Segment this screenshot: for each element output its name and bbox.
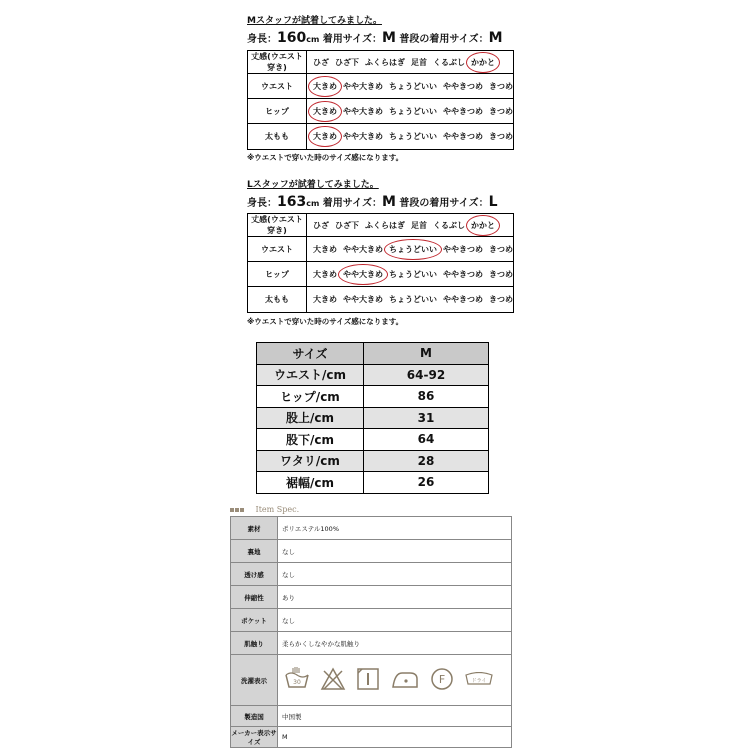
fit-row-options <box>307 237 514 262</box>
fit-option: ひざ <box>313 57 329 67</box>
spec-value: なし <box>278 563 512 586</box>
size-key: 股上/cm <box>257 407 364 429</box>
fit-option: くるぶし <box>433 220 465 230</box>
fit-row-label: ウエスト <box>248 237 307 262</box>
spec-value <box>278 655 512 706</box>
size-key: ヒップ/cm <box>257 386 364 408</box>
fit-row-label: 丈感(ウエスト穿き) <box>248 51 307 74</box>
fit-row <box>248 262 514 287</box>
spec-row <box>231 609 512 632</box>
size-key: サイズ <box>257 343 364 365</box>
fit-option: ちょうどいい <box>389 295 437 304</box>
fit-option: ふくらはぎ <box>365 57 405 67</box>
spec-key: 肌触り <box>231 632 278 655</box>
fit-option: きつめ <box>489 81 513 91</box>
size-header-row <box>257 343 489 365</box>
fit-l-title: Lスタッフが試着してみました。 <box>247 180 379 190</box>
size-row <box>257 386 489 408</box>
fit-option: ややきつめ <box>443 295 483 304</box>
fit-row-label: 太もも <box>248 287 307 313</box>
fit-row-options <box>307 74 514 99</box>
spec-key: 透け感 <box>231 563 278 586</box>
spec-key: メーカー表示サイズ <box>231 727 278 748</box>
fit-option: やや大きめ <box>343 244 383 254</box>
size-key: ワタリ/cm <box>257 450 364 472</box>
spec-row <box>231 586 512 609</box>
fit-option-selected: かかと <box>471 57 495 67</box>
fit-option: ひざ下 <box>335 57 359 67</box>
fit-option-selected: ちょうどいい <box>389 244 437 254</box>
fit-option-selected: かかと <box>471 220 495 230</box>
size-row <box>257 472 489 494</box>
fit-row-options <box>307 262 514 287</box>
svg-text:F: F <box>438 673 446 686</box>
spec-key: 素材 <box>231 517 278 540</box>
hand-wash-30-icon <box>284 667 310 693</box>
fit-row-options <box>307 99 514 124</box>
spec-value: 柔らかくしなやかな肌触り <box>278 632 512 655</box>
fit-row-options <box>307 51 514 74</box>
fit-option: ちょうどいい <box>389 81 437 91</box>
fit-row-label: ヒップ <box>248 99 307 124</box>
fit-option: ややきつめ <box>443 81 483 91</box>
spec-row <box>231 517 512 540</box>
spec-row <box>231 655 512 706</box>
fit-option: やや大きめ <box>343 295 383 304</box>
fit-row-label: 丈感(ウエスト穿き) <box>248 214 307 237</box>
iron-low-icon <box>390 667 420 693</box>
fit-row <box>248 287 514 313</box>
size-row <box>257 450 489 472</box>
fit-row <box>248 214 514 237</box>
fit-row <box>248 99 514 124</box>
fit-option: ひざ下 <box>335 220 359 230</box>
fit-option-selected: 大きめ <box>313 132 337 141</box>
fit-m-table <box>247 50 514 150</box>
spec-row <box>231 706 512 727</box>
svg-text:30: 30 <box>293 679 301 686</box>
fit-option-selected: やや大きめ <box>343 269 383 279</box>
fit-option: ややきつめ <box>443 244 483 254</box>
fit-m-note: ※ウエストで穿いた時のサイズ感になります。 <box>247 153 404 162</box>
fit-row-options <box>307 287 514 313</box>
fit-row-label: ウエスト <box>248 74 307 99</box>
fit-option: 大きめ <box>313 269 337 279</box>
fit-option: やや大きめ <box>343 81 383 91</box>
fit-option-selected: 大きめ <box>313 81 337 91</box>
fit-l-table <box>247 213 514 313</box>
fit-option: きつめ <box>489 244 513 254</box>
size-value: 28 <box>364 450 489 472</box>
size-key: 裾幅/cm <box>257 472 364 494</box>
spec-row <box>231 563 512 586</box>
spec-row <box>231 540 512 563</box>
spec-value: なし <box>278 540 512 563</box>
svg-text:ドライ: ドライ <box>471 678 487 684</box>
spec-key: 製造国 <box>231 706 278 727</box>
size-value: 86 <box>364 386 489 408</box>
spec-value: ポリエステル100% <box>278 517 512 540</box>
fit-option: ちょうどいい <box>389 269 437 279</box>
spec-key: 伸縮性 <box>231 586 278 609</box>
fit-option: やや大きめ <box>343 132 383 141</box>
size-key: ウエスト/cm <box>257 364 364 386</box>
fit-row-label: ヒップ <box>248 262 307 287</box>
spec-key: ポケット <box>231 609 278 632</box>
fit-option: ふくらはぎ <box>365 220 405 230</box>
fit-m-info: 身長：160cm 着用サイズ：M 普段の着用サイズ：M <box>247 30 503 46</box>
fit-option: 大きめ <box>313 244 337 254</box>
fit-option-selected: 大きめ <box>313 106 337 116</box>
spec-key: 裏地 <box>231 540 278 563</box>
fit-m-title: Mスタッフが試着してみました。 <box>247 16 382 26</box>
spec-value: 中国製 <box>278 706 512 727</box>
size-value: 64 <box>364 429 489 451</box>
item-spec-table <box>230 516 512 748</box>
fit-option: 大きめ <box>313 295 337 304</box>
size-value: 26 <box>364 472 489 494</box>
fit-option: ちょうどいい <box>389 106 437 116</box>
fit-option: きつめ <box>489 269 513 279</box>
size-value: M <box>364 343 489 365</box>
fit-row <box>248 51 514 74</box>
spec-row <box>231 632 512 655</box>
tumble-dry-no-icon <box>464 672 494 688</box>
spec-key: 洗濯表示 <box>231 655 278 706</box>
no-bleach-icon <box>320 667 346 693</box>
line-dry-icon <box>356 667 380 693</box>
spec-value: なし <box>278 609 512 632</box>
fit-row <box>248 74 514 99</box>
fit-option: やや大きめ <box>343 106 383 116</box>
fit-row-options <box>307 124 514 150</box>
spec-value: あり <box>278 586 512 609</box>
fit-option: ちょうどいい <box>389 132 437 141</box>
size-value: 31 <box>364 407 489 429</box>
fit-option: きつめ <box>489 106 513 116</box>
fit-option: ややきつめ <box>443 106 483 116</box>
size-row <box>257 429 489 451</box>
size-row <box>257 407 489 429</box>
size-table <box>256 342 489 494</box>
fit-row <box>248 237 514 262</box>
size-key: 股下/cm <box>257 429 364 451</box>
fit-option: きつめ <box>489 295 513 304</box>
fit-option: きつめ <box>489 132 513 141</box>
fit-row-options <box>307 214 514 237</box>
fit-option: ややきつめ <box>443 132 483 141</box>
fit-option: ひざ <box>313 220 329 230</box>
fit-l-info: 身長：163cm 着用サイズ：M 普段の着用サイズ：L <box>247 194 498 210</box>
size-row <box>257 364 489 386</box>
fit-row-label: 太もも <box>248 124 307 150</box>
fit-option: くるぶし <box>433 57 465 67</box>
fit-option: 足首 <box>411 57 427 67</box>
size-value: 64-92 <box>364 364 489 386</box>
item-spec-heading: Item Spec. <box>230 505 299 514</box>
fit-row <box>248 124 514 150</box>
dry-clean-f-icon <box>430 667 454 693</box>
spec-row <box>231 727 512 748</box>
spec-value: M <box>278 727 512 748</box>
fit-l-note: ※ウエストで穿いた時のサイズ感になります。 <box>247 317 404 326</box>
fit-option: 足首 <box>411 220 427 230</box>
fit-option: ややきつめ <box>443 269 483 279</box>
